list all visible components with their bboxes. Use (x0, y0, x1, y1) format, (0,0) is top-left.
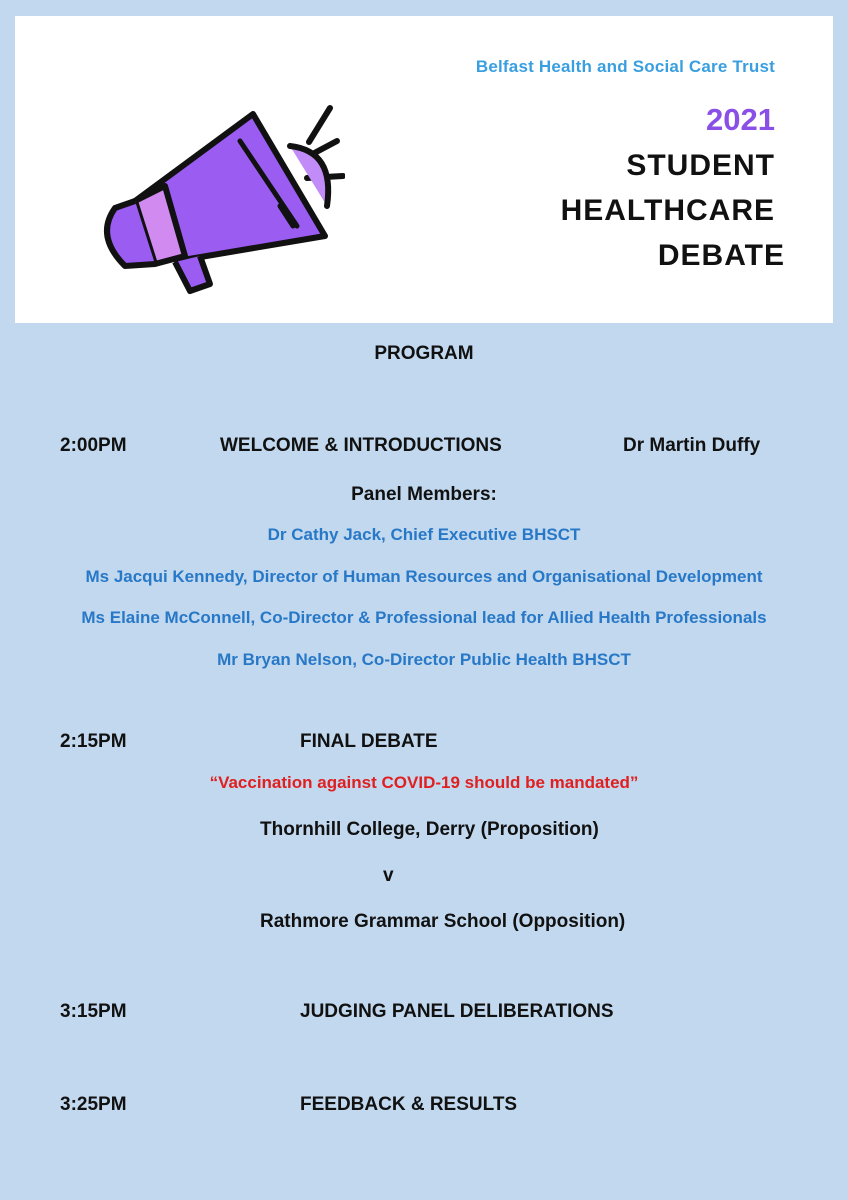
item-time: 3:15PM (60, 1001, 127, 1022)
megaphone-icon (85, 86, 345, 296)
panel-member: Ms Jacqui Kennedy, Director of Human Resources and Organisational Development (85, 567, 763, 586)
opposition-team: Rathmore Grammar School (Opposition) (260, 911, 626, 932)
item-time: 2:00PM (60, 435, 127, 456)
debate-motion: “Vaccination against COVID-19 should be mandated” (209, 773, 639, 792)
item-title: FINAL DEBATE (300, 731, 438, 752)
item-title: WELCOME & INTRODUCTIONS (220, 435, 502, 456)
panel-member: Mr Bryan Nelson, Co-Director Public Health BHSCT (217, 650, 631, 669)
title-line-1: STUDENT (626, 149, 775, 182)
versus-label: v (383, 865, 394, 886)
program-heading: PROGRAM (374, 343, 474, 364)
item-time: 2:15PM (60, 731, 127, 752)
organisation-name: Belfast Health and Social Care Trust (475, 57, 775, 76)
header-banner (15, 16, 833, 323)
title-line-2: HEALTHCARE (560, 194, 775, 227)
item-title: FEEDBACK & RESULTS (300, 1094, 518, 1115)
item-time: 3:25PM (60, 1094, 127, 1115)
panel-heading: Panel Members: (351, 484, 497, 505)
event-year: 2021 (706, 102, 775, 137)
item-presenter: Dr Martin Duffy (623, 435, 761, 456)
item-title: JUDGING PANEL DELIBERATIONS (300, 1001, 614, 1022)
panel-member: Ms Elaine McConnell, Co-Director & Professional lead for Allied Health Professionals (81, 608, 767, 627)
panel-member: Dr Cathy Jack, Chief Executive BHSCT (267, 525, 581, 544)
proposition-team: Thornhill College, Derry (Proposition) (260, 819, 599, 840)
title-line-3: DEBATE (657, 239, 785, 272)
